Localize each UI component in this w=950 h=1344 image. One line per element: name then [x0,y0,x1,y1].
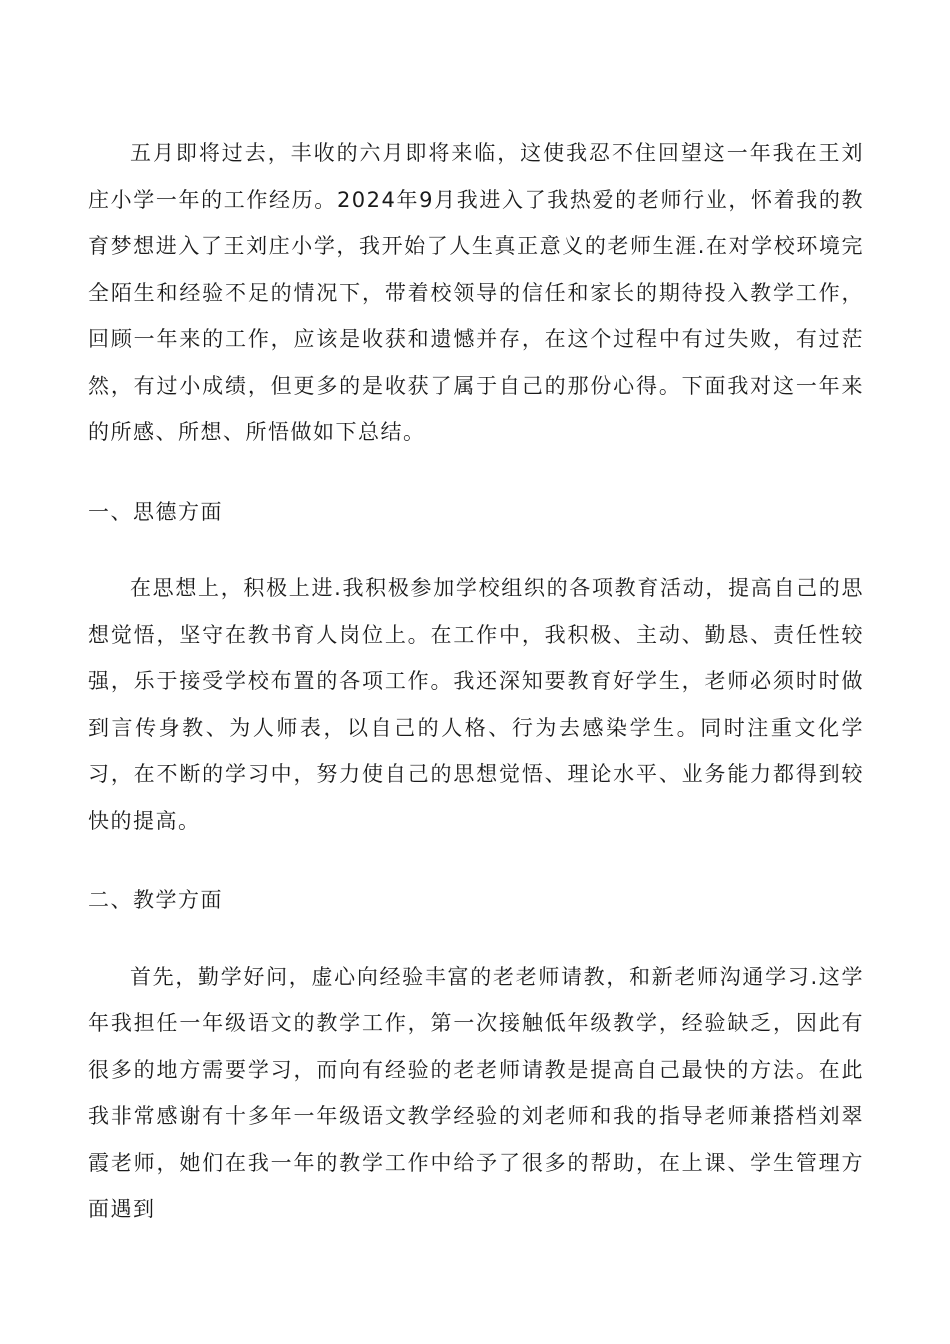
intro-paragraph: 五月即将过去，丰收的六月即将来临，这使我忍不住回望这一年我在王刘庄小学一年的工作经历。2024年9月我进入了我热爱的老师行业，怀着我的教育梦想进入了王刘庄小学，我开始了人生真正意义的老师生涯.在对学校环境完全陌生和经验不足的情况下，带着校领导的信任和家长的期待投入教学工作，回顾一年来的工作，应该是收获和遗憾并存，在这个过程中有过失败，有过茫然，有过小成绩，但更多的是收获了属于自己的那份心得。下面我对这一年来的所感、所想、所悟做如下总结。 [88,141,864,444]
section-heading-ideology: 一、思德方面 [88,499,223,524]
ideology-paragraph: 在思想上，积极上进.我积极参加学校组织的各项教育活动，提高自己的思想觉悟，坚守在教书育人岗位上。在工作中，我积极、主动、勤恳、责任性较强，乐于接受学校布置的各项工作。我还深知要教育好学生，老师必须时时做到言传身教、为人师表，以自己的人格、行为去感染学生。同时注重文化学习，在不断的学习中，努力使自己的思想觉悟、理论水平、业务能力都得到较快的提高。 [88,576,864,833]
spacer [88,456,864,489]
spacer [88,844,864,877]
document-page [88,130,864,1233]
spacer [88,535,864,565]
spacer [88,924,864,954]
teaching-paragraph: 首先，勤学好问，虚心向经验丰富的老老师请教，和新老师沟通学习.这学年我担任一年级语文的教学工作，第一次接触低年级教学，经验缺乏，因此有很多的地方需要学习，而向有经验的老老师请教是提高自己最快的方法。在此我非常感谢有十多年一年级语文教学经验的刘老师和我的指导老师兼搭档刘翠霞老师，她们在我一年的教学工作中给予了很多的帮助，在上课、学生管理方面遇到 [88,964,864,1221]
section-heading-teaching: 二、教学方面 [88,888,223,912]
